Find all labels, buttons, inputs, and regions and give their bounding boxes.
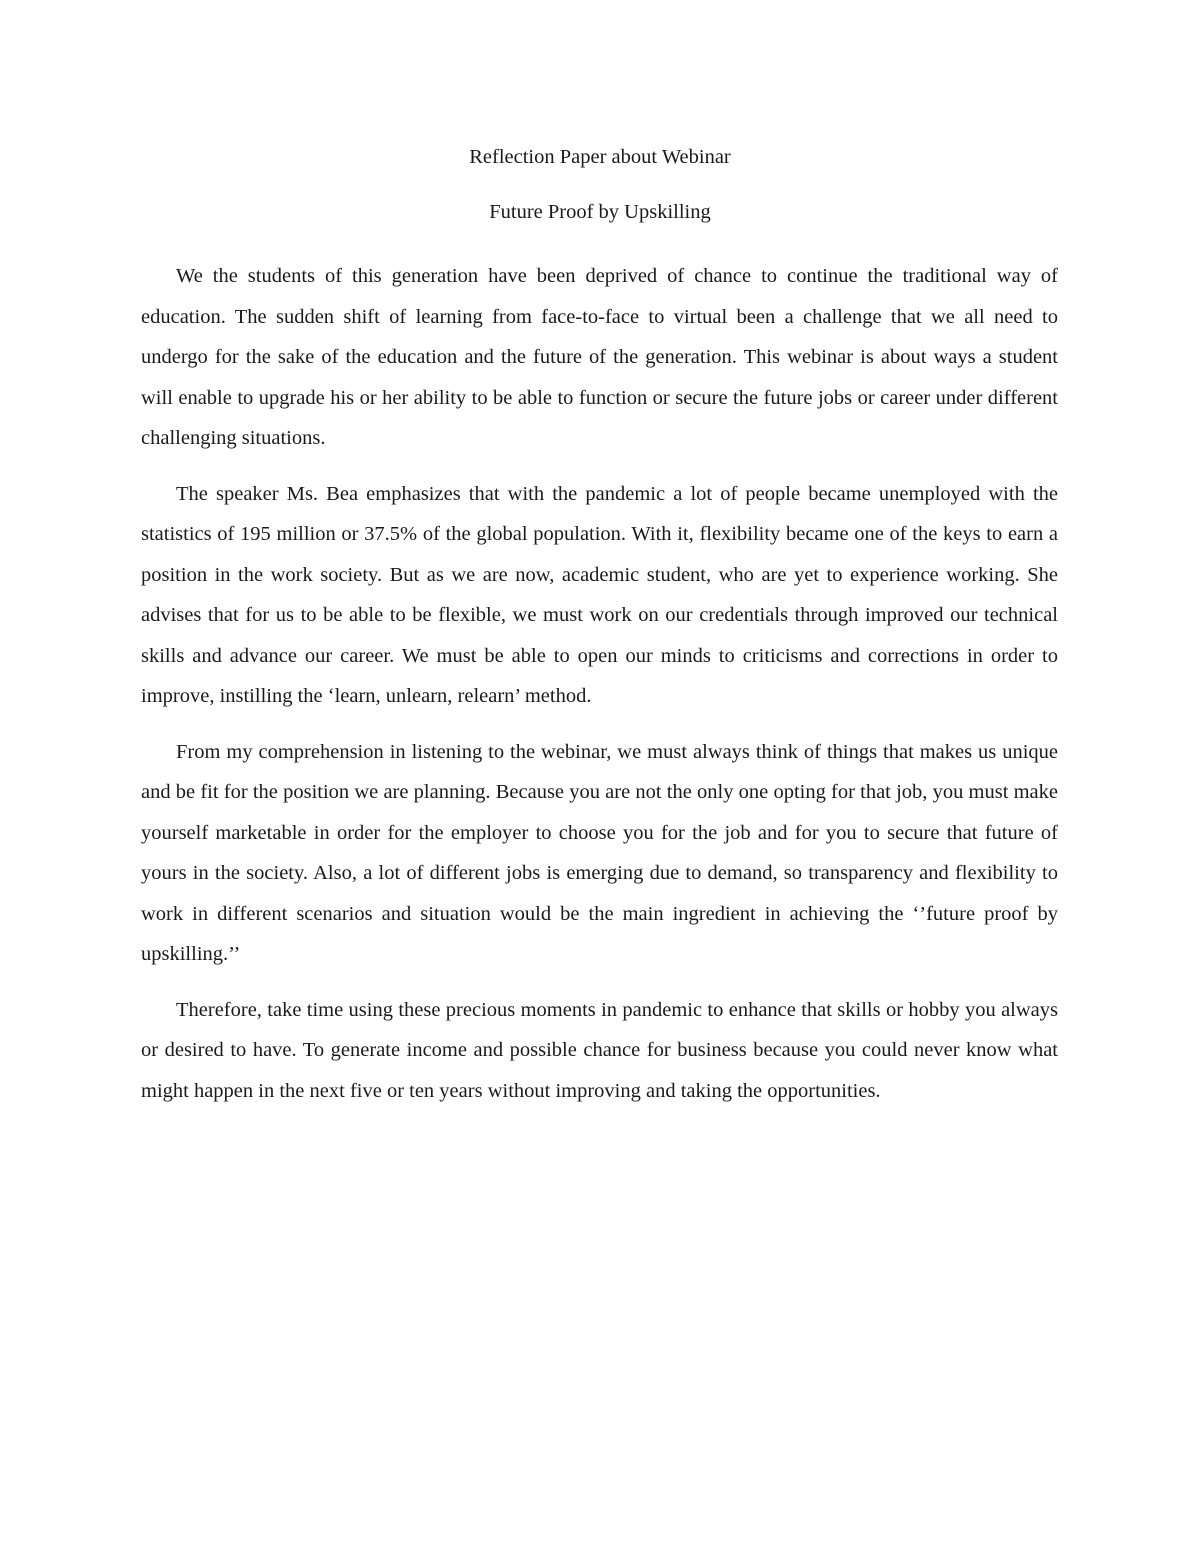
paragraph-1: We the students of this generation have been deprived of chance to continue the traditional way of education. The sudden shift of learning from face-to-face to virtual been a challenge that we all need to undergo for the sake of the education and the future of the generation. This webinar is about ways a student will enable to upgrade his or her ability to be able to function or secure the future jobs or career under different challenging situations. [141, 265, 1058, 449]
paragraph-2: The speaker Ms. Bea emphasizes that with the pandemic a lot of people became unemployed with the statistics of 195 million or 37.5% of the global population. With it, flexibility became one of the keys to earn a position in the work society. But as we are now, academic student, who are yet to experience working. She advises that for us to be able to be flexible, we must work on our credentials through improved our technical skills and advance our career. We must be able to open our minds to criticisms and corrections in order to improve, instilling the ‘learn, unlearn, relearn’ method. [141, 482, 1058, 707]
document-subtitle: Future Proof by Upskilling [489, 201, 711, 223]
paragraph-3: From my comprehension in listening to the webinar, we must always think of things that makes us unique and be fit for the position we are planning. Because you are not the only one opting for that job, you must make yourself marketable in order for the employer to choose you for the job and for you to secure that future of yours in the society. Also, a lot of different jobs is emerging due to demand, so transparency and flexibility to work in different scenarios and situation would be the main ingredient in achieving the ‘’future proof by upskilling.’’ [141, 740, 1058, 965]
document-body [141, 256, 1058, 1126]
paragraph-4: Therefore, take time using these precious moments in pandemic to enhance that skills or hobby you always or desired to have. To generate income and possible chance for business because you could never know what might happen in the next five or ten years without improving and taking the opportunities. [141, 998, 1058, 1102]
document-title: Reflection Paper about Webinar [469, 146, 731, 168]
